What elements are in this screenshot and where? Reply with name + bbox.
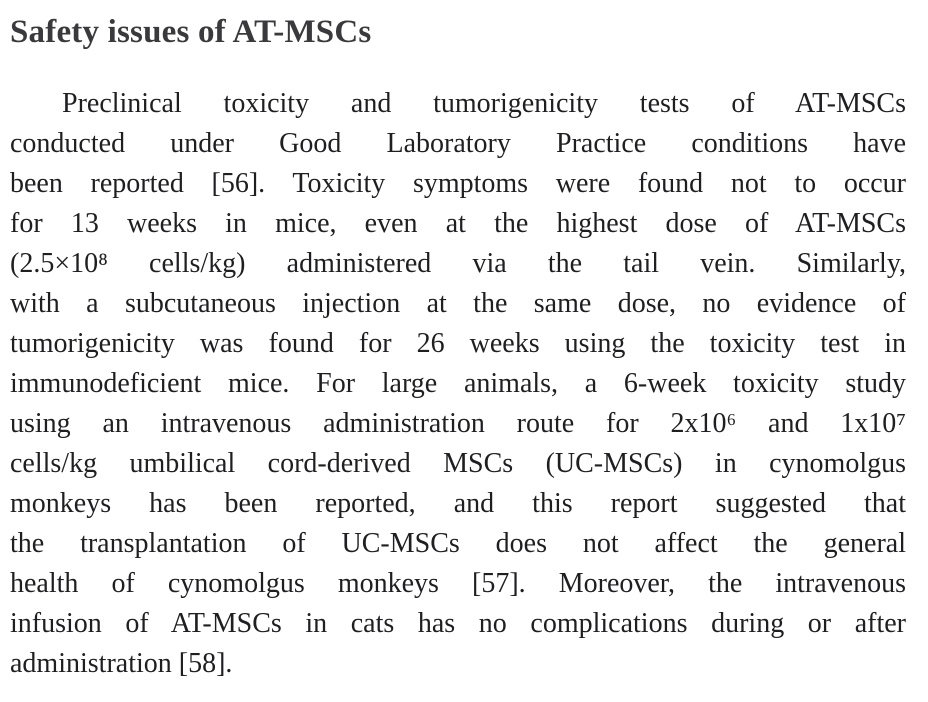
paragraph-line: conducted under Good Laboratory Practice conditions have bbox=[10, 128, 906, 159]
paragraph-line: with a subcutaneous injection at the same dose, no evidence of bbox=[10, 288, 906, 319]
paragraph bbox=[10, 84, 906, 684]
paragraph-line: infusion of AT-MSCs in cats has no complications during or after bbox=[10, 608, 906, 639]
paragraph-line: administration [58]. bbox=[10, 648, 233, 679]
paragraph-line: (2.5×10⁸ cells/kg) administered via the tail vein. Similarly, bbox=[10, 248, 906, 279]
paragraph-line: immunodeficient mice. For large animals, a 6-week toxicity study bbox=[10, 368, 906, 399]
section-heading: Safety issues of AT-MSCs bbox=[10, 14, 372, 50]
paragraph-line: health of cynomolgus monkeys [57]. Moreover, the intravenous bbox=[10, 568, 906, 599]
paragraph-line: for 13 weeks in mice, even at the highest dose of AT-MSCs bbox=[10, 208, 906, 239]
paragraph-line: monkeys has been reported, and this report suggested that bbox=[10, 488, 906, 519]
paragraph-line: been reported [56]. Toxicity symptoms were found not to occur bbox=[10, 168, 906, 199]
paragraph-line: cells/kg umbilical cord-derived MSCs (UC-MSCs) in cynomolgus bbox=[10, 448, 906, 479]
paragraph-line: the transplantation of UC-MSCs does not affect the general bbox=[10, 528, 906, 559]
paragraph-line: using an intravenous administration route for 2x10⁶ and 1x10⁷ bbox=[10, 408, 906, 439]
paragraph-line: tumorigenicity was found for 26 weeks using the toxicity test in bbox=[10, 328, 906, 359]
paragraph-line: Preclinical toxicity and tumorigenicity tests of AT-MSCs bbox=[62, 88, 906, 119]
